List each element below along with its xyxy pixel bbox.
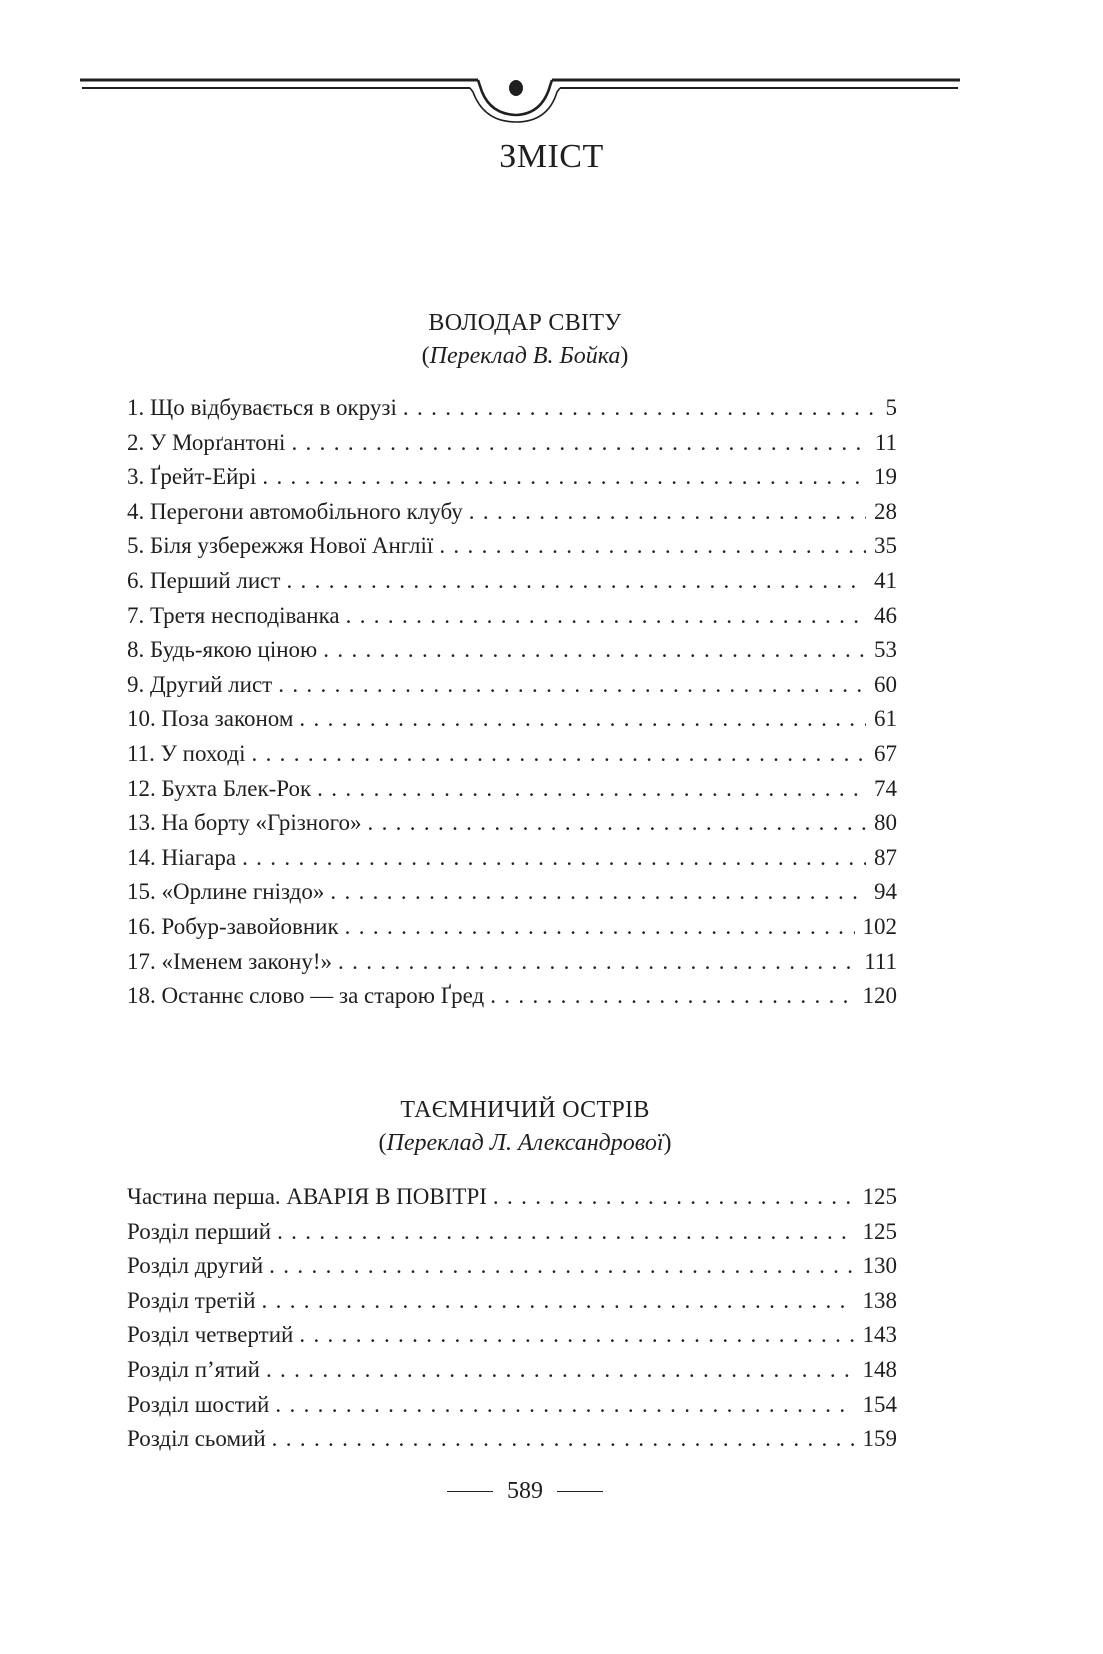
toc-entry-page: 125 [862, 1184, 897, 1209]
toc-entry-page: 35 [874, 533, 897, 559]
toc-entry-title: 16. Робур-завойовник [127, 913, 339, 939]
toc-entry[interactable] [127, 460, 897, 495]
toc-entry-title: 11. У поході [127, 740, 246, 766]
toc-entry-title: Розділ сьомий [127, 1426, 266, 1452]
toc-entry[interactable] [127, 668, 897, 703]
toc-entry[interactable] [127, 806, 897, 841]
toc-entry[interactable] [127, 737, 897, 772]
toc-entry[interactable] [127, 529, 897, 564]
toc-entry-page: 11 [874, 429, 897, 455]
dot-leader [403, 391, 878, 426]
dot-leader [242, 841, 866, 876]
toc-list [127, 391, 897, 1014]
section-title: ТАЄМНИЧИЙ ОСТРІВ [400, 1097, 650, 1123]
toc-entry[interactable] [127, 1353, 897, 1388]
toc-entry-title: Розділ четвертий [127, 1322, 294, 1348]
toc-entry-page: 67 [874, 740, 897, 766]
dot-leader [345, 910, 855, 945]
toc-entry[interactable] [127, 772, 897, 807]
toc-entry-title: 1. Що відбувається в окрузі [127, 395, 397, 420]
toc-entry-title: 8. Будь-якою ціною [127, 637, 318, 663]
toc-entry[interactable] [127, 979, 897, 1014]
toc-entry-page: 154 [862, 1391, 897, 1417]
toc-entry-page: 28 [874, 498, 897, 524]
page-number: 589 [507, 1478, 543, 1504]
toc-entry[interactable] [127, 841, 897, 876]
dot-leader [367, 806, 866, 841]
toc-entry-title: 14. Ніагара [127, 844, 237, 870]
toc-entry-page: 87 [874, 844, 897, 870]
toc-entry-title: 10. Поза законом [127, 706, 294, 732]
toc-entry-title: 4. Перегони автомобільного клубу [127, 498, 463, 524]
dot-leader [266, 1353, 855, 1388]
toc-entry-page: 111 [864, 948, 897, 974]
header-ornament-icon [80, 70, 960, 130]
toc-entry-page: 143 [862, 1322, 897, 1348]
toc-entry-title: Розділ третій [127, 1287, 256, 1313]
section-translator: (Переклад Л. Александрової) [378, 1130, 672, 1156]
toc-entry-title: 17. «Іменем закону!» [127, 948, 333, 974]
toc-entry[interactable] [127, 426, 897, 461]
toc-list [127, 1180, 897, 1457]
toc-entry-title: Частина перша. АВАРІЯ В ПОВІТРІ [127, 1184, 487, 1209]
footer-rule-left [447, 1491, 493, 1492]
section-title: ВОЛОДАР СВІТУ [428, 310, 622, 336]
toc-entry[interactable] [127, 910, 897, 945]
dot-leader [262, 1284, 855, 1319]
page-footer [0, 1478, 1050, 1505]
dot-leader [275, 1388, 854, 1423]
dot-leader [338, 945, 856, 980]
toc-entry-page: 125 [862, 1218, 897, 1244]
dot-leader [291, 426, 866, 461]
toc-entry[interactable] [127, 1388, 897, 1423]
toc-entry[interactable] [127, 564, 897, 599]
toc-entry-page: 130 [862, 1253, 897, 1279]
dot-leader [278, 668, 866, 703]
toc-entry-page: 120 [862, 983, 897, 1009]
toc-entry-page: 80 [874, 810, 897, 836]
dot-leader [346, 599, 866, 634]
toc-entry-title: Розділ шостий [127, 1391, 270, 1417]
dot-leader [299, 1318, 854, 1353]
toc-entry-title: Розділ другий [127, 1253, 264, 1279]
toc-entry[interactable] [127, 875, 897, 910]
toc-entry-page: 94 [874, 879, 897, 905]
toc-entry-page: 46 [874, 602, 897, 628]
toc-entry-page: 5 [885, 395, 897, 420]
toc-entry[interactable] [127, 1180, 897, 1215]
toc-entry-page: 74 [874, 775, 897, 801]
toc-entry[interactable] [127, 633, 897, 668]
toc-entry-page: 138 [862, 1287, 897, 1313]
dot-leader [490, 979, 854, 1014]
dot-leader [439, 529, 866, 564]
toc-entry-title: 15. «Орлине гніздо» [127, 879, 325, 905]
toc-entry[interactable] [127, 599, 897, 634]
dot-leader [317, 772, 866, 807]
toc-entry-page: 61 [874, 706, 897, 732]
toc-entry[interactable] [127, 1284, 897, 1319]
toc-entry-title: 5. Біля узбережжя Нової Англії [127, 533, 434, 559]
toc-entry-title: Розділ перший [127, 1218, 272, 1244]
toc-entry-page: 60 [874, 671, 897, 697]
toc-entry-title: Розділ п’ятий [127, 1356, 260, 1382]
toc-entry-title: 6. Перший лист [127, 567, 281, 593]
toc-entry-page: 19 [874, 464, 897, 490]
toc-entry[interactable] [127, 1249, 897, 1284]
dot-leader [269, 1249, 854, 1284]
toc-entry[interactable] [127, 945, 897, 980]
toc-entry-title: 9. Другий лист [127, 671, 273, 697]
dot-leader [272, 1422, 855, 1457]
toc-entry-page: 102 [862, 913, 897, 939]
toc-entry-title: 18. Останнє слово — за старою Ґред [127, 983, 485, 1009]
toc-entry-page: 148 [862, 1356, 897, 1382]
footer-rule-right [557, 1491, 603, 1492]
dot-leader [469, 495, 866, 530]
dot-leader [286, 564, 866, 599]
dot-leader [299, 702, 866, 737]
dot-leader [493, 1180, 855, 1215]
toc-entry[interactable] [127, 1422, 897, 1457]
toc-entry-title: 13. На борту «Грізного» [127, 810, 362, 836]
toc-entry-page: 159 [862, 1426, 897, 1452]
toc-entry-title: 7. Третя несподіванка [127, 602, 340, 628]
toc-entry[interactable] [127, 1215, 897, 1250]
page-title: ЗМІСТ [499, 138, 604, 175]
toc-entry-page: 53 [874, 637, 897, 663]
dot-leader [277, 1215, 854, 1250]
toc-entry-page: 41 [874, 567, 897, 593]
toc-entry-title: 2. У Морґантоні [127, 429, 286, 455]
toc-entry-title: 3. Ґрейт-Ейрі [127, 464, 257, 490]
toc-entry[interactable] [127, 702, 897, 737]
toc-entry[interactable] [127, 495, 897, 530]
dot-leader [330, 875, 866, 910]
dot-leader [251, 737, 866, 772]
dot-leader [323, 633, 866, 668]
toc-entry[interactable] [127, 391, 897, 426]
toc-entry-title: 12. Бухта Блек-Рок [127, 775, 312, 801]
toc-entry[interactable] [127, 1318, 897, 1353]
section-translator: (Переклад В. Бойка) [421, 343, 629, 369]
dot-leader [262, 460, 866, 495]
